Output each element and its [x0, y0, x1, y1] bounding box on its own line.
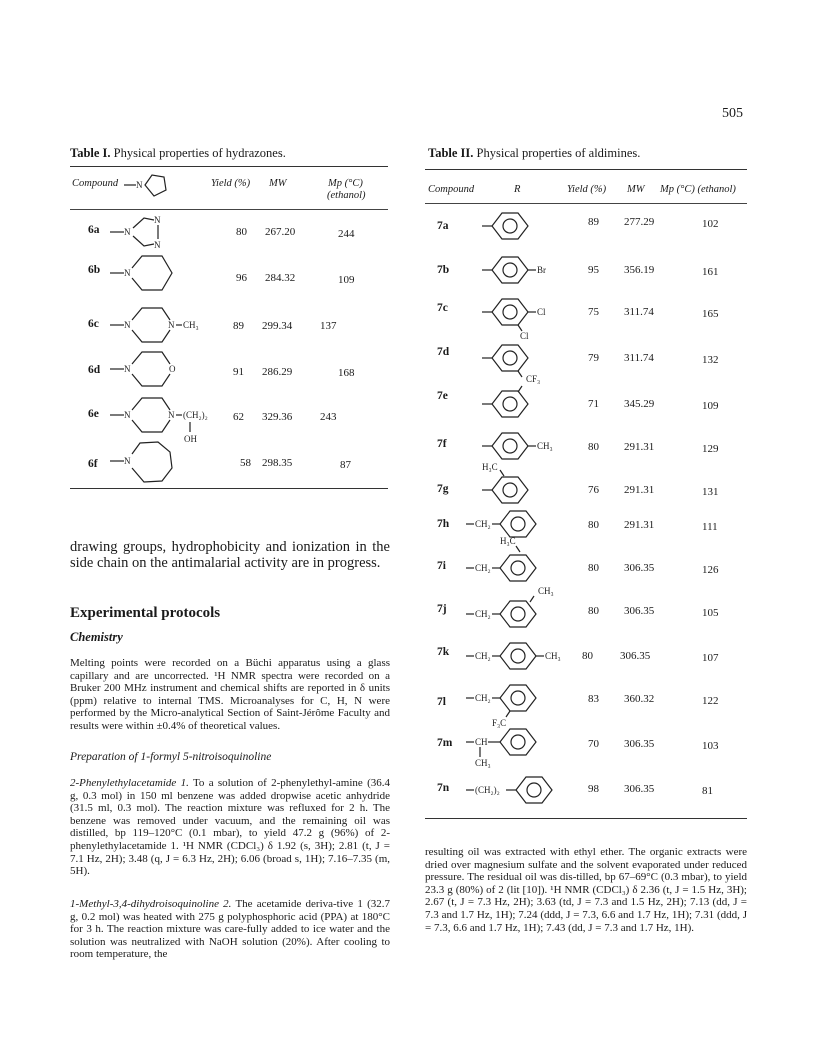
svg-text:CH₂: CH₂	[475, 519, 491, 529]
table1-header-rule	[70, 209, 388, 210]
table2-row-7k-mp: 107	[702, 652, 719, 664]
svg-text:CH₃: CH₃	[183, 320, 199, 330]
table1-row-6c-mp: 137	[320, 320, 337, 332]
methylbenzyl-para-structure	[466, 638, 596, 678]
morpholine-structure	[110, 348, 200, 390]
table1-header-mp: Mp (°C)	[328, 178, 363, 189]
table1-bottom-rule	[70, 488, 388, 489]
table2-row-7k-yield: 80	[582, 650, 593, 662]
table2-row-7h-mw: 291.31	[624, 519, 655, 531]
phenylethyl-structure	[466, 728, 576, 778]
table2-row-7g-mw: 291.31	[624, 484, 655, 496]
svg-text:H₃C: H₃C	[482, 462, 498, 472]
table1-row-6b-yield: 96	[236, 272, 247, 284]
table2-header-r: R	[514, 184, 521, 195]
table1-row-6d-mw: 286.29	[262, 366, 293, 378]
page-number: 505	[722, 106, 743, 121]
svg-text:Cl: Cl	[537, 307, 546, 317]
table2-row-7c-yield: 75	[588, 306, 599, 318]
svg-text:N: N	[124, 364, 131, 374]
bromophenyl-structure	[482, 252, 572, 292]
right-column-paragraph: resulting oil was extracted with ethyl ether. The organic extracts were dried over magnesium sulfate and the solvent evaporated under reduced pressure. The residual oil was dis-tilled, bp 67–69°C (0.3 mbar), to yield 23.3 g (80%) of 2 (lit [10]). ¹H NMR (CDCl₃) δ 2.36 (t, J = 1.5 Hz, 3H); 2.67 (t, J = 7.3 Hz, 2H); 3.63 (td, J = 7.3 and 1.5 Hz, 2H); 7.13 (dd, J = 7.3 and 1.7 Hz, 1H); 7.24 (ddd, J = 7.3, 6.6 and 1.7 Hz, 1H); 7.31 (ddd, J = 7.3, 6.6 and 1.7 Hz, 1H); 7.43 (dd, J = 7.3 and 1.7 Hz, 1H).	[425, 846, 747, 934]
svg-text:CH₃: CH₃	[545, 651, 561, 661]
table1-header-compound: Compound	[72, 178, 119, 189]
table2-row-7i-mp: 126	[702, 564, 719, 576]
svg-text:CH₃: CH₃	[538, 586, 554, 596]
table2-row-7l-yield: 83	[588, 693, 599, 705]
table1-row-6a-id: 6a	[88, 224, 100, 236]
svg-text:N: N	[168, 320, 175, 330]
table2-row-7c-mw: 311.74	[624, 306, 654, 318]
table1-row-6b-id: 6b	[88, 264, 101, 276]
svg-text:N: N	[124, 227, 131, 237]
compound1-text: To a solution of 2-phenylethyl-amine (36.4 g, 0.3 mol) in 150 ml benzene was added dropwise acetic anhydride (31.5 ml, 0.3 mol). The reaction mixture was refluxed for 2 h. The benzene was removed under vacuum, and the remaining oil was distilled, bp 119–120°C (0.1 mbar), to yield 47.2 g (96%) of 2-phenylethylacetamide 1. ¹H NMR (CDCl₃) δ 1.92 (s, 3H); 2.81 (t, J = 7.1 Hz, 2H); 3.48 (q, J = 6.3 Hz, 2H); 6.06 (broad s, 1H); 7.16–7.35 (m, 5H).	[70, 777, 390, 878]
table2-row-7h-mp: 111	[702, 521, 718, 533]
table2-row-7l-id: 7l	[437, 696, 446, 708]
svg-text:N: N	[124, 456, 131, 466]
table1-row-6c-yield: 89	[233, 320, 244, 332]
paragraph-continued: drawing groups, hydrophobicity and ionization in the side chain on the antimalarial activity are in progress.	[70, 539, 390, 571]
table2-row-7n-yield: 98	[588, 783, 599, 795]
table2-row-7l-mp: 122	[702, 695, 719, 707]
table2-row-7n-mw: 306.35	[624, 783, 655, 795]
svg-text:CH₂: CH₂	[475, 609, 491, 619]
svg-text:H₃C: H₃C	[500, 536, 516, 546]
header-n-atom: N	[136, 180, 143, 190]
table2-row-7a-mp: 102	[702, 218, 719, 230]
svg-text:N: N	[168, 410, 175, 420]
table2-row-7i-id: 7i	[437, 560, 446, 572]
table1-top-rule	[70, 166, 388, 167]
svg-text:CH₂: CH₂	[475, 563, 491, 573]
table1-label: Table I.	[70, 146, 111, 160]
svg-text:N: N	[154, 240, 161, 250]
table2-row-7e-yield: 71	[588, 398, 599, 410]
chemistry-paragraph: Melting points were recorded on a Büchi apparatus using a glass capillary and are uncorrected. ¹H NMR spectra were recorded on a Bruker 200 MHz instrument and chemical shifts are reported in δ units (ppm) relative to internal TMS. Microanalyses for C, H, N were performed by the Micro-analytical Section of Saint-Jérôme Faculty and results were within ±0.4% of theoretical values.	[70, 657, 390, 732]
table1-row-6a-mw: 267.20	[265, 226, 296, 238]
table1-row-6f-yield: 58	[240, 457, 251, 469]
table1-caption-text: Physical properties of hydrazones.	[113, 146, 286, 160]
table2-row-7d-id: 7d	[437, 346, 450, 358]
table2-row-7m-yield: 70	[588, 738, 599, 750]
svg-text:(CH₂)₂: (CH₂)₂	[183, 410, 208, 420]
azepane-structure	[110, 440, 190, 486]
table2-row-7j-mw: 306.35	[624, 605, 655, 617]
heading-chemistry: Chemistry	[70, 630, 123, 644]
table1-row-6b-mw: 284.32	[265, 272, 296, 284]
table1-row-6f-mw: 298.35	[262, 457, 293, 469]
svg-text:(CH₂)₂: (CH₂)₂	[475, 785, 500, 795]
heading-preparation: Preparation of 1-formyl 5-nitroisoquinoline	[70, 751, 272, 763]
table2-row-7j-yield: 80	[588, 605, 599, 617]
svg-text:CH₃: CH₃	[537, 441, 553, 451]
svg-text:CH₂: CH₂	[475, 651, 491, 661]
svg-text:OH: OH	[184, 434, 197, 444]
table1-row-6b-mp: 109	[338, 274, 355, 286]
table1-header-mw: MW	[269, 178, 287, 189]
svg-text:N: N	[124, 410, 131, 420]
table2-row-7c-id: 7c	[437, 302, 448, 314]
svg-text:CH: CH	[475, 737, 488, 747]
table2-row-7d-yield: 79	[588, 352, 599, 364]
table2-row-7h-yield: 80	[588, 519, 599, 531]
table2-row-7d-mp: 132	[702, 354, 719, 366]
table1-header-ring-structure	[124, 170, 184, 200]
svg-text:Br: Br	[537, 265, 546, 275]
compound2-paragraph	[70, 898, 390, 961]
table2-row-7m-mp: 103	[702, 740, 719, 752]
table2-row-7b-mw: 356.19	[624, 264, 655, 276]
triazole-structure	[110, 212, 190, 252]
compound2-text: The acetamide deriva-tive 1 (32.7 g, 0.2 mol) was heated with 275 g polyphosphoric acid (PPA) at 180°C for 3 h. The reaction mixture was care-fully added to ice water and the solution was neutralized with NaOH solution (20%). After cooling to room temperature, the	[70, 898, 390, 961]
table2-row-7f-yield: 80	[588, 441, 599, 453]
table1-row-6f-mp: 87	[340, 459, 351, 471]
table2-row-7g-id: 7g	[437, 483, 449, 495]
table2-row-7n-mp: 81	[702, 785, 713, 797]
table2-row-7e-mw: 345.29	[624, 398, 655, 410]
table1-header-mp-solvent: (ethanol)	[327, 190, 366, 201]
table2-row-7i-yield: 80	[588, 562, 599, 574]
table2-top-rule	[425, 169, 747, 170]
table1-row-6d-yield: 91	[233, 366, 244, 378]
table2-header-yield: Yield (%)	[567, 184, 607, 195]
table1-header-yield: Yield (%)	[211, 178, 251, 189]
piperidine-structure	[110, 252, 190, 294]
table2-row-7b-id: 7b	[437, 264, 450, 276]
table2-row-7f-id: 7f	[437, 438, 447, 450]
table2-row-7d-mw: 311.74	[624, 352, 654, 364]
table2-header-mw: MW	[627, 184, 645, 195]
table1-row-6e-id: 6e	[88, 408, 99, 420]
table2-row-7n-id: 7n	[437, 782, 450, 794]
table2-header-rule	[425, 203, 747, 204]
table2-row-7i-mw: 306.35	[624, 562, 655, 574]
table2-row-7b-yield: 95	[588, 264, 599, 276]
table2-row-7h-id: 7h	[437, 518, 450, 530]
table2-row-7f-mp: 129	[702, 443, 719, 455]
table2-row-7c-mp: 165	[702, 308, 719, 320]
trifluoromethylphenyl-structure	[482, 364, 572, 434]
table1-caption	[70, 146, 286, 161]
table2-row-7a-yield: 89	[588, 216, 599, 228]
table2-row-7k-id: 7k	[437, 646, 450, 658]
table1-row-6a-yield: 80	[236, 226, 247, 238]
svg-text:Cl: Cl	[520, 331, 529, 341]
svg-text:CH₂: CH₂	[475, 693, 491, 703]
table2-header-mp: Mp (°C) (ethanol)	[660, 184, 736, 195]
svg-text:CH₃: CH₃	[475, 758, 491, 768]
table2-row-7l-mw: 360.32	[624, 693, 655, 705]
phenyl-structure	[482, 208, 562, 248]
table2-row-7g-yield: 76	[588, 484, 599, 496]
table2-bottom-rule	[425, 818, 747, 819]
svg-text:N: N	[124, 268, 131, 278]
methylbenzyl-meta-structure	[466, 582, 576, 632]
table2-row-7m-id: 7m	[437, 737, 453, 749]
compound1-paragraph	[70, 777, 390, 878]
compound1-title: 2-Phenylethylacetamide 1.	[70, 777, 189, 789]
methylpiperazine-structure	[110, 304, 220, 346]
svg-text:N: N	[124, 320, 131, 330]
table2-row-7e-mp: 109	[702, 400, 719, 412]
svg-text:N: N	[154, 215, 161, 225]
table2-row-7j-id: 7j	[437, 603, 447, 615]
table1-row-6e-mp: 243	[320, 411, 337, 423]
table1-row-6d-mp: 168	[338, 367, 355, 379]
table1-row-6d-id: 6d	[88, 364, 101, 376]
table2-row-7f-mw: 291.31	[624, 441, 655, 453]
compound2-title: 1-Methyl-3,4-dihydroisoquinoline 2.	[70, 898, 232, 910]
heading-experimental-protocols: Experimental protocols	[70, 605, 221, 621]
table1-row-6e-yield: 62	[233, 411, 244, 423]
svg-text:F₃C: F₃C	[492, 718, 507, 728]
table2-row-7e-id: 7e	[437, 390, 448, 402]
table1-row-6e-mw: 329.36	[262, 411, 293, 423]
table2-header-compound: Compound	[428, 184, 475, 195]
table1-row-6c-mw: 299.34	[262, 320, 293, 332]
table2-caption-text: Physical properties of aldimines.	[476, 146, 641, 160]
chlorophenyl-structure	[482, 294, 572, 342]
phenethyl-structure	[466, 772, 586, 812]
table2-row-7a-id: 7a	[437, 220, 449, 232]
svg-text:CF₃: CF₃	[526, 374, 541, 384]
table2-caption	[428, 146, 640, 161]
table1-row-6a-mp: 244	[338, 228, 355, 240]
table2-row-7b-mp: 161	[702, 266, 719, 278]
table2-row-7k-mw: 306.35	[620, 650, 651, 662]
table2-row-7j-mp: 105	[702, 607, 719, 619]
table1-row-6c-id: 6c	[88, 318, 99, 330]
svg-text:O: O	[169, 364, 176, 374]
table2-row-7a-mw: 277.29	[624, 216, 655, 228]
table2-row-7m-mw: 306.35	[624, 738, 655, 750]
table2-label: Table II.	[428, 146, 474, 160]
table2-row-7g-mp: 131	[702, 486, 719, 498]
table1-row-6f-id: 6f	[88, 458, 98, 470]
